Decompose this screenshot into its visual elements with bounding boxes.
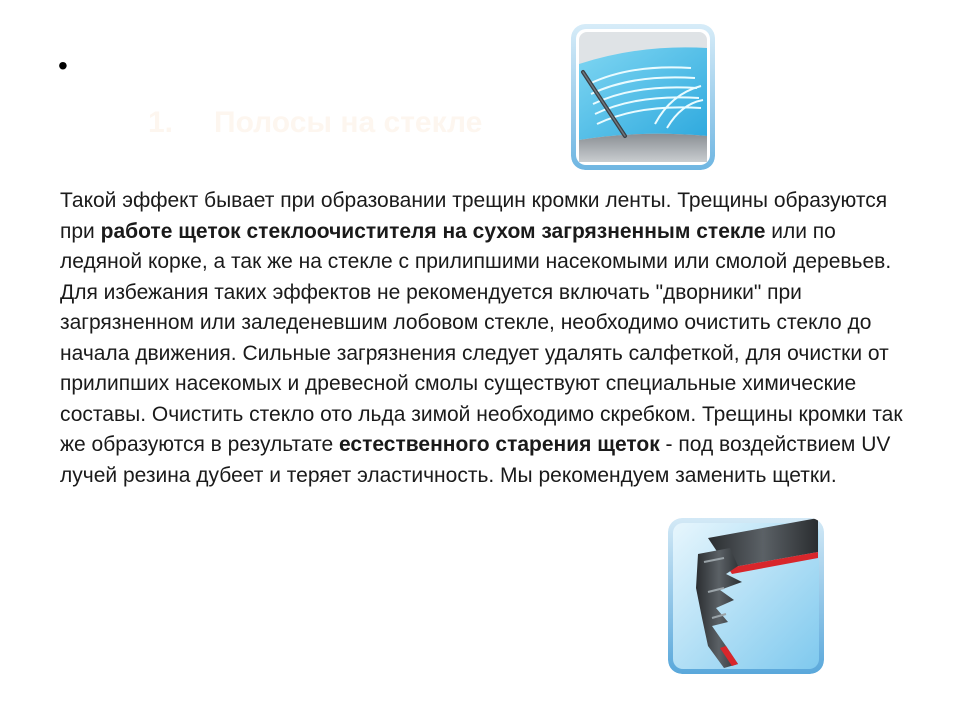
text-run: - под воздействием UV лучей резина дубеет и теряет эластичность. Мы рекомендуем заменить щетки. [60, 433, 891, 487]
wiper-rubber-cross-section-illustration [668, 518, 824, 674]
windshield-streaks-illustration [571, 24, 715, 170]
bold-phrase: естественного старения щеток [339, 433, 660, 456]
bold-phrase: работе щеток стеклоочистителя на сухом загрязненным стекле [100, 219, 766, 243]
text-run: Такой эффект бывает при образовании трещин кромки ленты. Трещины образуются при [60, 189, 888, 243]
body-paragraph [60, 186, 910, 491]
text-run: или по ледяной корке, а так же на стекле с прилипшими насекомыми или смолой деревьев. Для избежания таких эффектов не рекомендуется включать "дворники" при загрязненном или заледеневшим лобовом стекле, необходимо очистить стекло до начала движения. Сильные загрязнения следует удалять салфеткой, для очистки от прилипших насекомых и древесной смолы существуют специальные химические составы. Очистить стекло ото льда зимой необходимо скребком. Трещины кромки так же образуются в результате [60, 219, 903, 456]
heading-text: Полосы на стекле [214, 106, 483, 139]
heading-number: 1. [148, 106, 174, 139]
slide-heading [148, 106, 482, 140]
bullet: • [58, 50, 68, 81]
